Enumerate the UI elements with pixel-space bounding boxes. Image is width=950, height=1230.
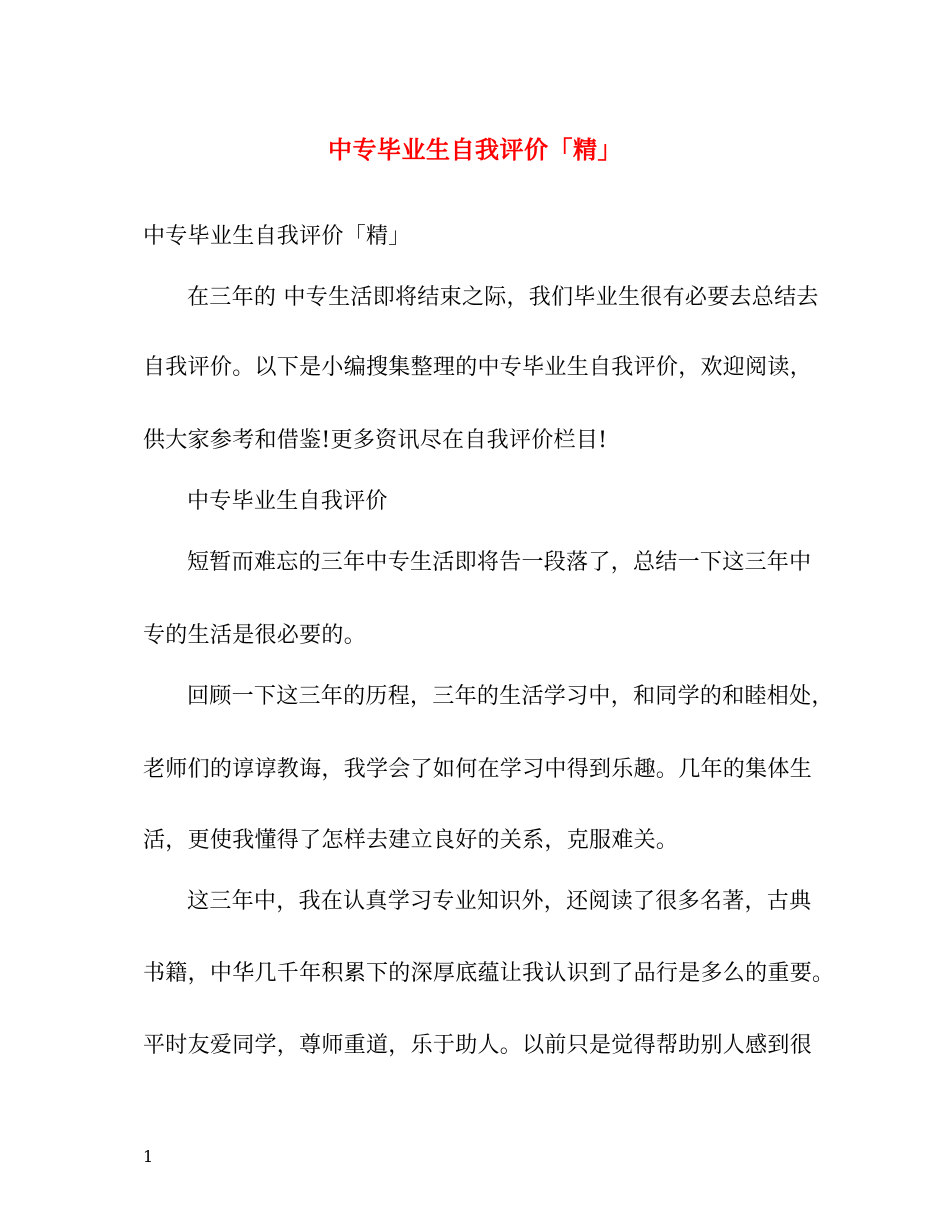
document-title: 中专毕业生自我评价「精」: [328, 135, 622, 164]
paragraph-line: 短暂而难忘的三年中专生活即将告一段落了，总结一下这三年中: [187, 550, 812, 575]
paragraph-line: 自我评价。以下是小编搜集整理的中专毕业生自我评价，欢迎阅读，: [143, 355, 813, 380]
paragraph-line: 老师们的谆谆教诲，我学会了如何在学习中得到乐趣。几年的集体生: [143, 757, 813, 782]
paragraph-line: 在三年的 中专生活即将结束之际，我们毕业生很有必要去总结去: [187, 285, 819, 310]
paragraph-line: 这三年中，我在认真学习专业知识外，还阅读了很多名著，古典: [187, 889, 812, 914]
paragraph-line: 回顾一下这三年的历程，三年的生活学习中，和同学的和睦相处，: [187, 684, 834, 709]
section-heading: 中专毕业生自我评价: [187, 489, 388, 514]
paragraph-line: 书籍，中华几千年积累下的深厚底蕴让我认识到了品行是多么的重要。: [143, 961, 835, 986]
paragraph-line: 专的生活是很必要的。: [143, 623, 367, 648]
paragraph-line: 供大家参考和借鉴!更多资讯尽在自我评价栏目!: [143, 428, 608, 453]
subtitle-line: 中专毕业生自我评价「精」: [143, 224, 411, 249]
paragraph-line: 活，更使我懂得了怎样去建立良好的关系，克服难关。: [143, 828, 679, 853]
page-number: 1: [143, 1147, 154, 1166]
paragraph-line: 平时友爱同学，尊师重道，乐于助人。以前只是觉得帮助别人感到很: [143, 1033, 813, 1058]
